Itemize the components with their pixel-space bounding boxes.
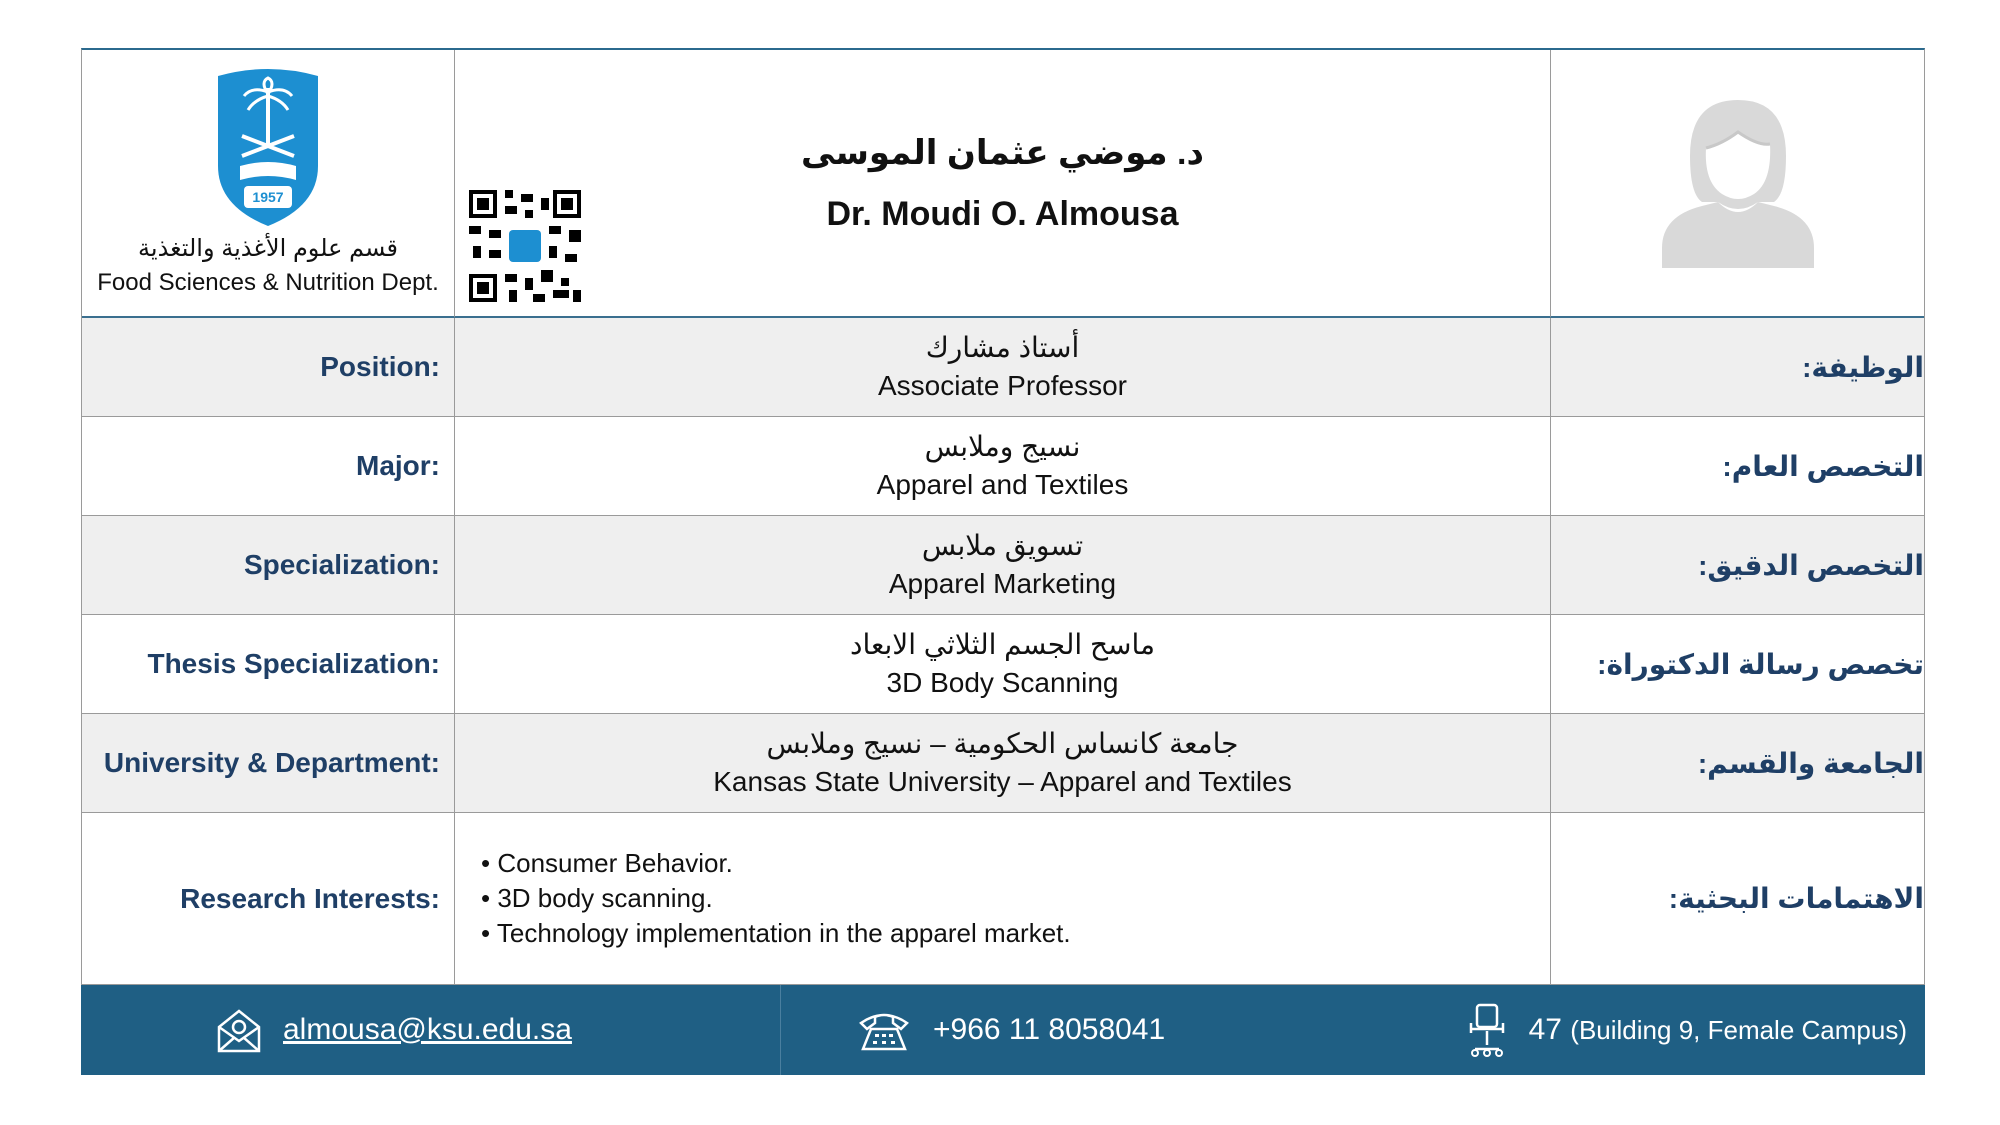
phone-segment [781, 985, 1308, 1075]
profile-card [81, 48, 1925, 1075]
name-arabic: د. موضي عثمان الموسى [801, 133, 1204, 172]
specialization-value [455, 516, 1551, 615]
position-value [455, 318, 1551, 417]
research-label-en: Research Interests: [82, 813, 455, 984]
office-chair-icon [1467, 1003, 1507, 1057]
specialization-label-ar: التخصص الدقيق: [1551, 516, 1924, 615]
thesis-label-ar: تخصص رسالة الدكتوراة: [1551, 615, 1924, 714]
list-item: • 3D body scanning. [481, 881, 1071, 916]
thesis-label-en: Thesis Specialization: [82, 615, 455, 714]
email-link[interactable]: almousa@ksu.edu.sa [283, 1013, 572, 1046]
thesis-value [455, 615, 1551, 714]
university-label-en: University & Department: [82, 714, 455, 813]
research-value [455, 813, 1551, 984]
research-list [455, 846, 1071, 951]
thesis-value-en: 3D Body Scanning [886, 667, 1119, 698]
office-detail: (Building 9, Female Campus) [1570, 1014, 1907, 1045]
office-segment [1308, 985, 1925, 1075]
dept-name-english: Food Sciences & Nutrition Dept. [97, 269, 439, 296]
ksu-logo-icon [214, 66, 322, 228]
logo-cell [82, 50, 455, 318]
thesis-value-ar: ماسح الجسم الثلاثي الابعاد [849, 629, 1156, 660]
profile-table [81, 48, 1925, 985]
research-label-ar: الاهتمامات البحثية: [1668, 883, 1924, 914]
avatar-cell [1551, 50, 1924, 318]
major-value-en: Apparel and Textiles [876, 469, 1129, 500]
university-value-en: Kansas State University – Apparel and Textiles [713, 766, 1292, 797]
position-value-ar: أستاذ مشارك [925, 332, 1080, 363]
major-value [455, 417, 1551, 516]
contact-footer [81, 985, 1925, 1075]
phone-icon [857, 1009, 911, 1051]
university-value [455, 714, 1551, 813]
position-value-en: Associate Professor [878, 370, 1127, 401]
email-icon [217, 1007, 261, 1053]
female-avatar-icon [1662, 98, 1814, 268]
major-value-ar: نسيج وملابس [924, 431, 1081, 462]
position-label-en: Position: [82, 318, 455, 417]
specialization-value-en: Apparel Marketing [888, 568, 1117, 599]
specialization-value-ar: تسويق ملابس [921, 530, 1084, 561]
name-english: Dr. Moudi O. Almousa [826, 194, 1179, 233]
major-label-ar: التخصص العام: [1551, 417, 1924, 516]
phone-number[interactable]: +966 11 8058041 [933, 1013, 1166, 1046]
university-value-ar: جامعة كانساس الحكومية – نسيج وملابس [766, 728, 1239, 759]
specialization-label-en: Specialization: [82, 516, 455, 615]
qr-code-icon[interactable] [469, 190, 581, 302]
list-item: • Consumer Behavior. [481, 846, 1071, 881]
email-segment [81, 985, 781, 1075]
list-item: • Technology implementation in the apparel market. [481, 916, 1071, 951]
name-cell [455, 50, 1551, 318]
svg-text:1957: 1957 [252, 189, 284, 205]
major-label-en: Major: [82, 417, 455, 516]
position-label-ar: الوظيفة: [1551, 318, 1924, 417]
dept-name-arabic: قسم علوم الأغذية والتغذية [138, 235, 398, 262]
office-number: 47 [1528, 1013, 1562, 1046]
university-label-ar: الجامعة والقسم: [1551, 714, 1924, 813]
